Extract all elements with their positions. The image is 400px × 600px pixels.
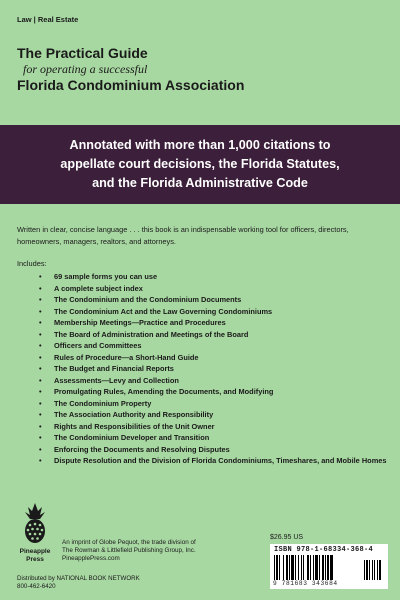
category-label: Law | Real Estate	[17, 15, 79, 24]
list-item: • The Condominium and the Condominium Documents	[17, 294, 387, 306]
list-item: • 69 sample forms you can use	[17, 271, 387, 283]
intro-paragraph: Written in clear, concise language . . . this book is an indispensable working tool for officers, directors, homeowners, managers, realtors, and attorneys.	[17, 225, 349, 246]
list-item: • Promulgating Rules, Amending the Documents, and Modifying	[17, 386, 387, 398]
title-line-3: Florida Condominium Association	[17, 77, 245, 93]
list-item: • Membership Meetings—Practice and Procedures	[17, 317, 387, 329]
isbn-number: ISBN 978-1-68334-368-4	[274, 546, 374, 554]
list-item: • The Association Authority and Responsibility	[17, 409, 387, 421]
distribution-line: 800-462-6420	[17, 583, 56, 590]
price-label: $26.95 US	[270, 534, 304, 541]
imprint-text	[62, 539, 252, 563]
publisher-logo	[17, 503, 53, 563]
list-item: • Dispute Resolution and the Division of Florida Condominiums, Timeshares, and Mobile Homes	[17, 455, 387, 467]
ean-barcode-bars	[273, 555, 359, 580]
list-item: • The Condominium Developer and Transition	[17, 432, 387, 444]
list-item: • The Condominium Property	[17, 398, 387, 410]
imprint-line: PineapplePress.com	[62, 555, 120, 562]
imprint-line: The Rowman & Littlefield Publishing Group, Inc.	[62, 547, 196, 554]
citations-banner	[0, 125, 400, 204]
list-item: • The Condominium Act and the Law Governing Condominiums	[17, 306, 387, 318]
list-item: • Rules of Procedure—a Short-Hand Guide	[17, 352, 387, 364]
book-title	[17, 45, 244, 94]
banner-line: appellate court decisions, the Florida Statutes,	[60, 157, 340, 171]
isbn-text	[274, 546, 373, 554]
title-line-1: The Practical Guide	[17, 45, 148, 61]
addon-barcode-bars	[363, 555, 385, 580]
isbn-barcode	[270, 544, 388, 589]
list-item: • The Budget and Financial Reports	[17, 363, 387, 375]
list-item: • A complete subject index	[17, 283, 387, 295]
distribution-info	[17, 575, 140, 591]
includes-list	[17, 271, 387, 467]
ean-digits: 9 781683 343684	[273, 580, 338, 587]
distribution-line: Distributed by NATIONAL BOOK NETWORK	[17, 575, 140, 582]
list-item: • Assessments—Levy and Collection	[17, 375, 387, 387]
title-line-2: for operating a successful	[23, 62, 148, 76]
list-item: • Rights and Responsibilities of the Unit Owner	[17, 421, 387, 433]
publisher-name-line: Pineapple	[19, 548, 51, 555]
banner-line: and the Florida Administrative Code	[92, 176, 308, 190]
pineapple-icon	[17, 503, 53, 543]
publisher-name	[17, 548, 53, 563]
list-item: • The Board of Administration and Meetings of the Board	[17, 329, 387, 341]
imprint-line: An imprint of Globe Pequot, the trade division of	[62, 539, 196, 546]
includes-heading: Includes:	[17, 259, 47, 268]
list-item: • Enforcing the Documents and Resolving Disputes	[17, 444, 387, 456]
list-item: • Officers and Committees	[17, 340, 387, 352]
banner-line: Annotated with more than 1,000 citations to	[69, 138, 331, 152]
publisher-name-line: Press	[26, 555, 44, 563]
